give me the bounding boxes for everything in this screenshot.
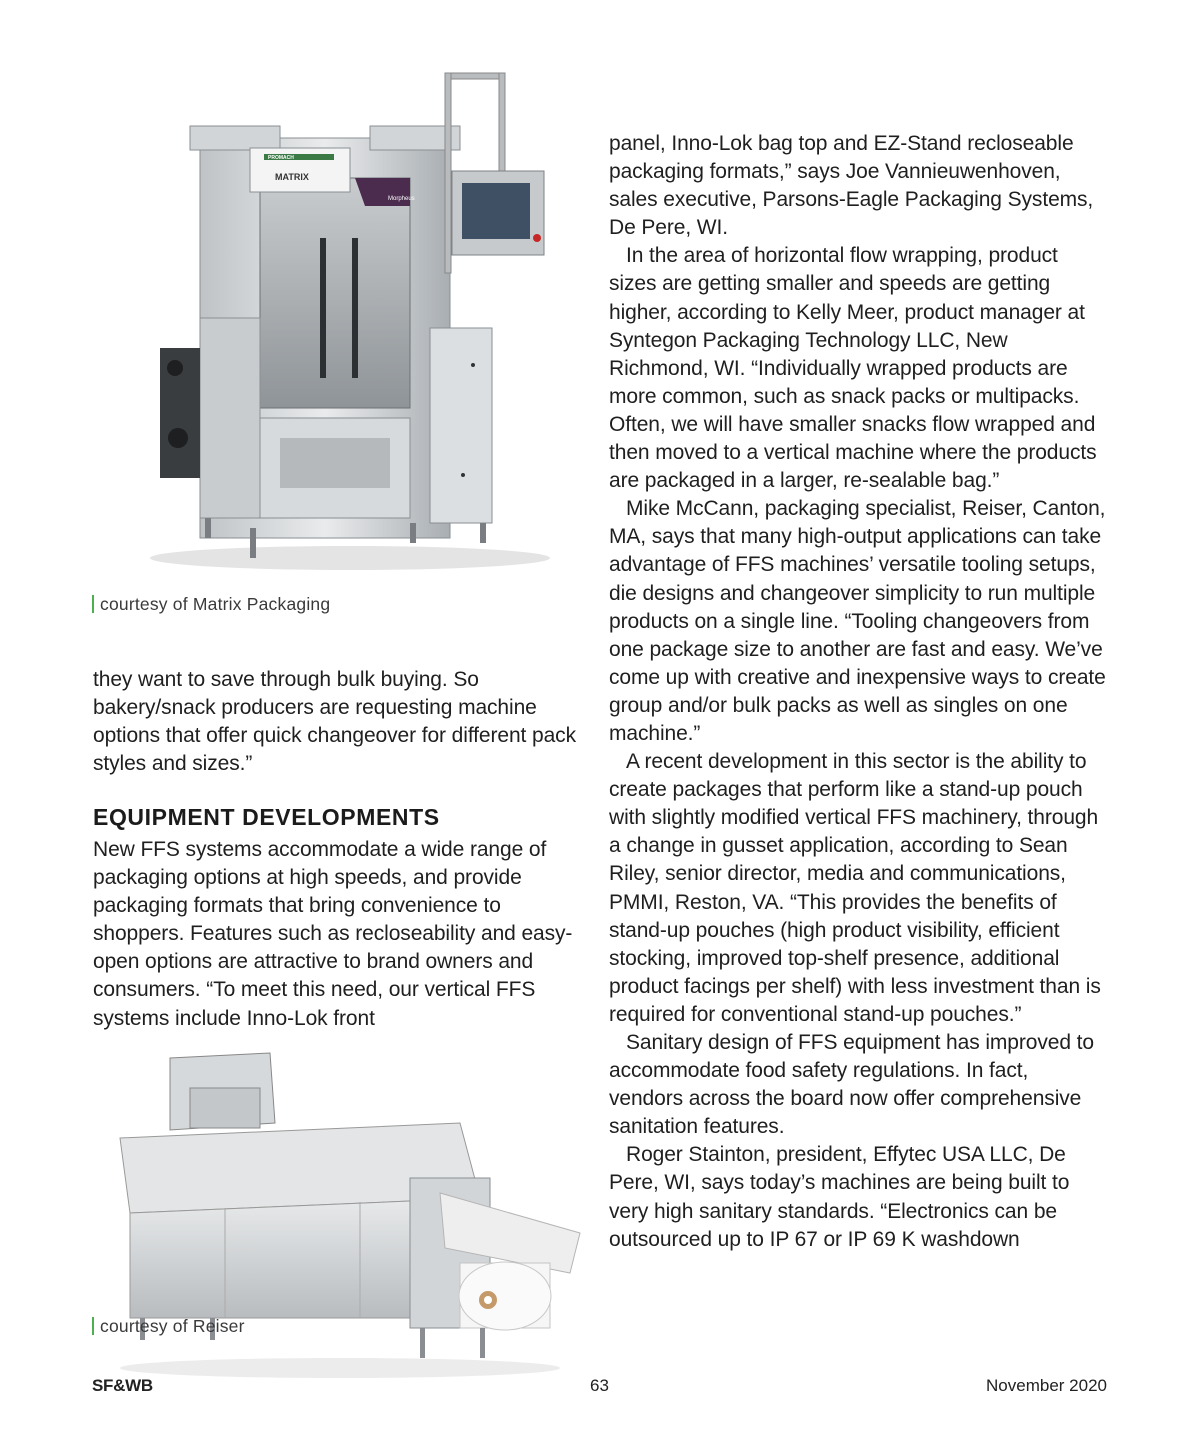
right-paragraph-1: panel, Inno-Lok bag top and EZ-Stand recloseable packaging formats,” says Joe Vannieuwenhoven, sales executive, Parsons-Eagle Packaging Systems, De Pere, WI.	[609, 132, 1094, 240]
morpheus-label: Morpheus	[388, 196, 415, 202]
figure-bottom-caption-text: courtesy of Reiser	[100, 1316, 245, 1336]
right-paragraph-2: In the area of horizontal flow wrapping, product sizes are getting smaller and speeds are getting higher, according to Kelly Meer, product manager at Syntegon Packaging Technology LLC, New Richmond, WI. “Individually wrapped products are more common, such as snack packs or multipacks. Often, we will have smaller snacks flow wrapped and then moved to a vertical machine where the products are packaged in a larger, re-sealable bag.”	[609, 244, 1097, 493]
vertical-ffs-machine-image	[130, 68, 570, 580]
left-column	[93, 666, 585, 778]
caption-accent-bar-2	[92, 1317, 94, 1335]
thermoforming-machine-image	[110, 1048, 590, 1388]
section-heading: EQUIPMENT DEVELOPMENTS	[93, 804, 440, 830]
right-paragraph-5: Sanitary design of FFS equipment has improved to accommodate food safety regulations. In fact, vendors across the board now offer comprehensive sanitation features.	[609, 1031, 1094, 1139]
left-column-2	[93, 836, 585, 1033]
right-paragraph-4: A recent development in this sector is the ability to create packages that perform like a stand-up pouch with slightly modified vertical FFS machinery, through a change in gusset application, according to Sean Riley, senior director, media and communications, PMMI, Reston, VA. “This provides the benefits of stand-up pouches (high product visibility, efficient stocking, improved top-shelf presence, additional product facings per shelf) with less investment than is required for conventional stand-up pouches.”	[609, 750, 1101, 1026]
left-paragraph-2: New FFS systems accommodate a wide range of packaging options at high speeds, and provide packaging formats that bring convenience to shoppers. Features such as recloseability and easy-open options are attractive to brand owners and consumers. “To meet this need, our vertical FFS systems include Inno-Lok front	[93, 838, 573, 1030]
figure-bottom-caption	[92, 1316, 245, 1337]
footer-publication: SF&WB	[92, 1376, 153, 1395]
right-column	[609, 130, 1107, 1254]
caption-accent-bar	[92, 595, 94, 613]
footer-page-number: 63	[590, 1376, 609, 1395]
figure-top-caption	[92, 594, 330, 615]
right-paragraph-6: Roger Stainton, president, Effytec USA LLC, De Pere, WI, says today’s machines are being built to very high sanitary standards. “Electronics can be outsourced up to IP 67 or IP 69 K washdown	[609, 1143, 1070, 1251]
left-paragraph-1: they want to save through bulk buying. So bakery/snack producers are requesting machine options that offer quick changeover for different pack styles and sizes.”	[93, 668, 576, 776]
promach-label: PROMACH	[268, 155, 294, 161]
figure-top	[130, 68, 570, 580]
figure-bottom	[110, 1048, 590, 1388]
matrix-label: MATRIX	[275, 172, 309, 182]
right-paragraph-3: Mike McCann, packaging specialist, Reiser, Canton, MA, says that many high-output applications can take advantage of FFS machines’ versatile tooling setups, die designs and changeover simplicity to run multiple products on a single line. “Tooling changeovers from one package size to another are fast and easy. We’ve come up with creative and inexpensive ways to create group and/or bulk packs as well as singles on one machine.”	[609, 497, 1106, 745]
figure-top-caption-text: courtesy of Matrix Packaging	[100, 594, 331, 614]
footer-date: November 2020	[986, 1376, 1107, 1395]
